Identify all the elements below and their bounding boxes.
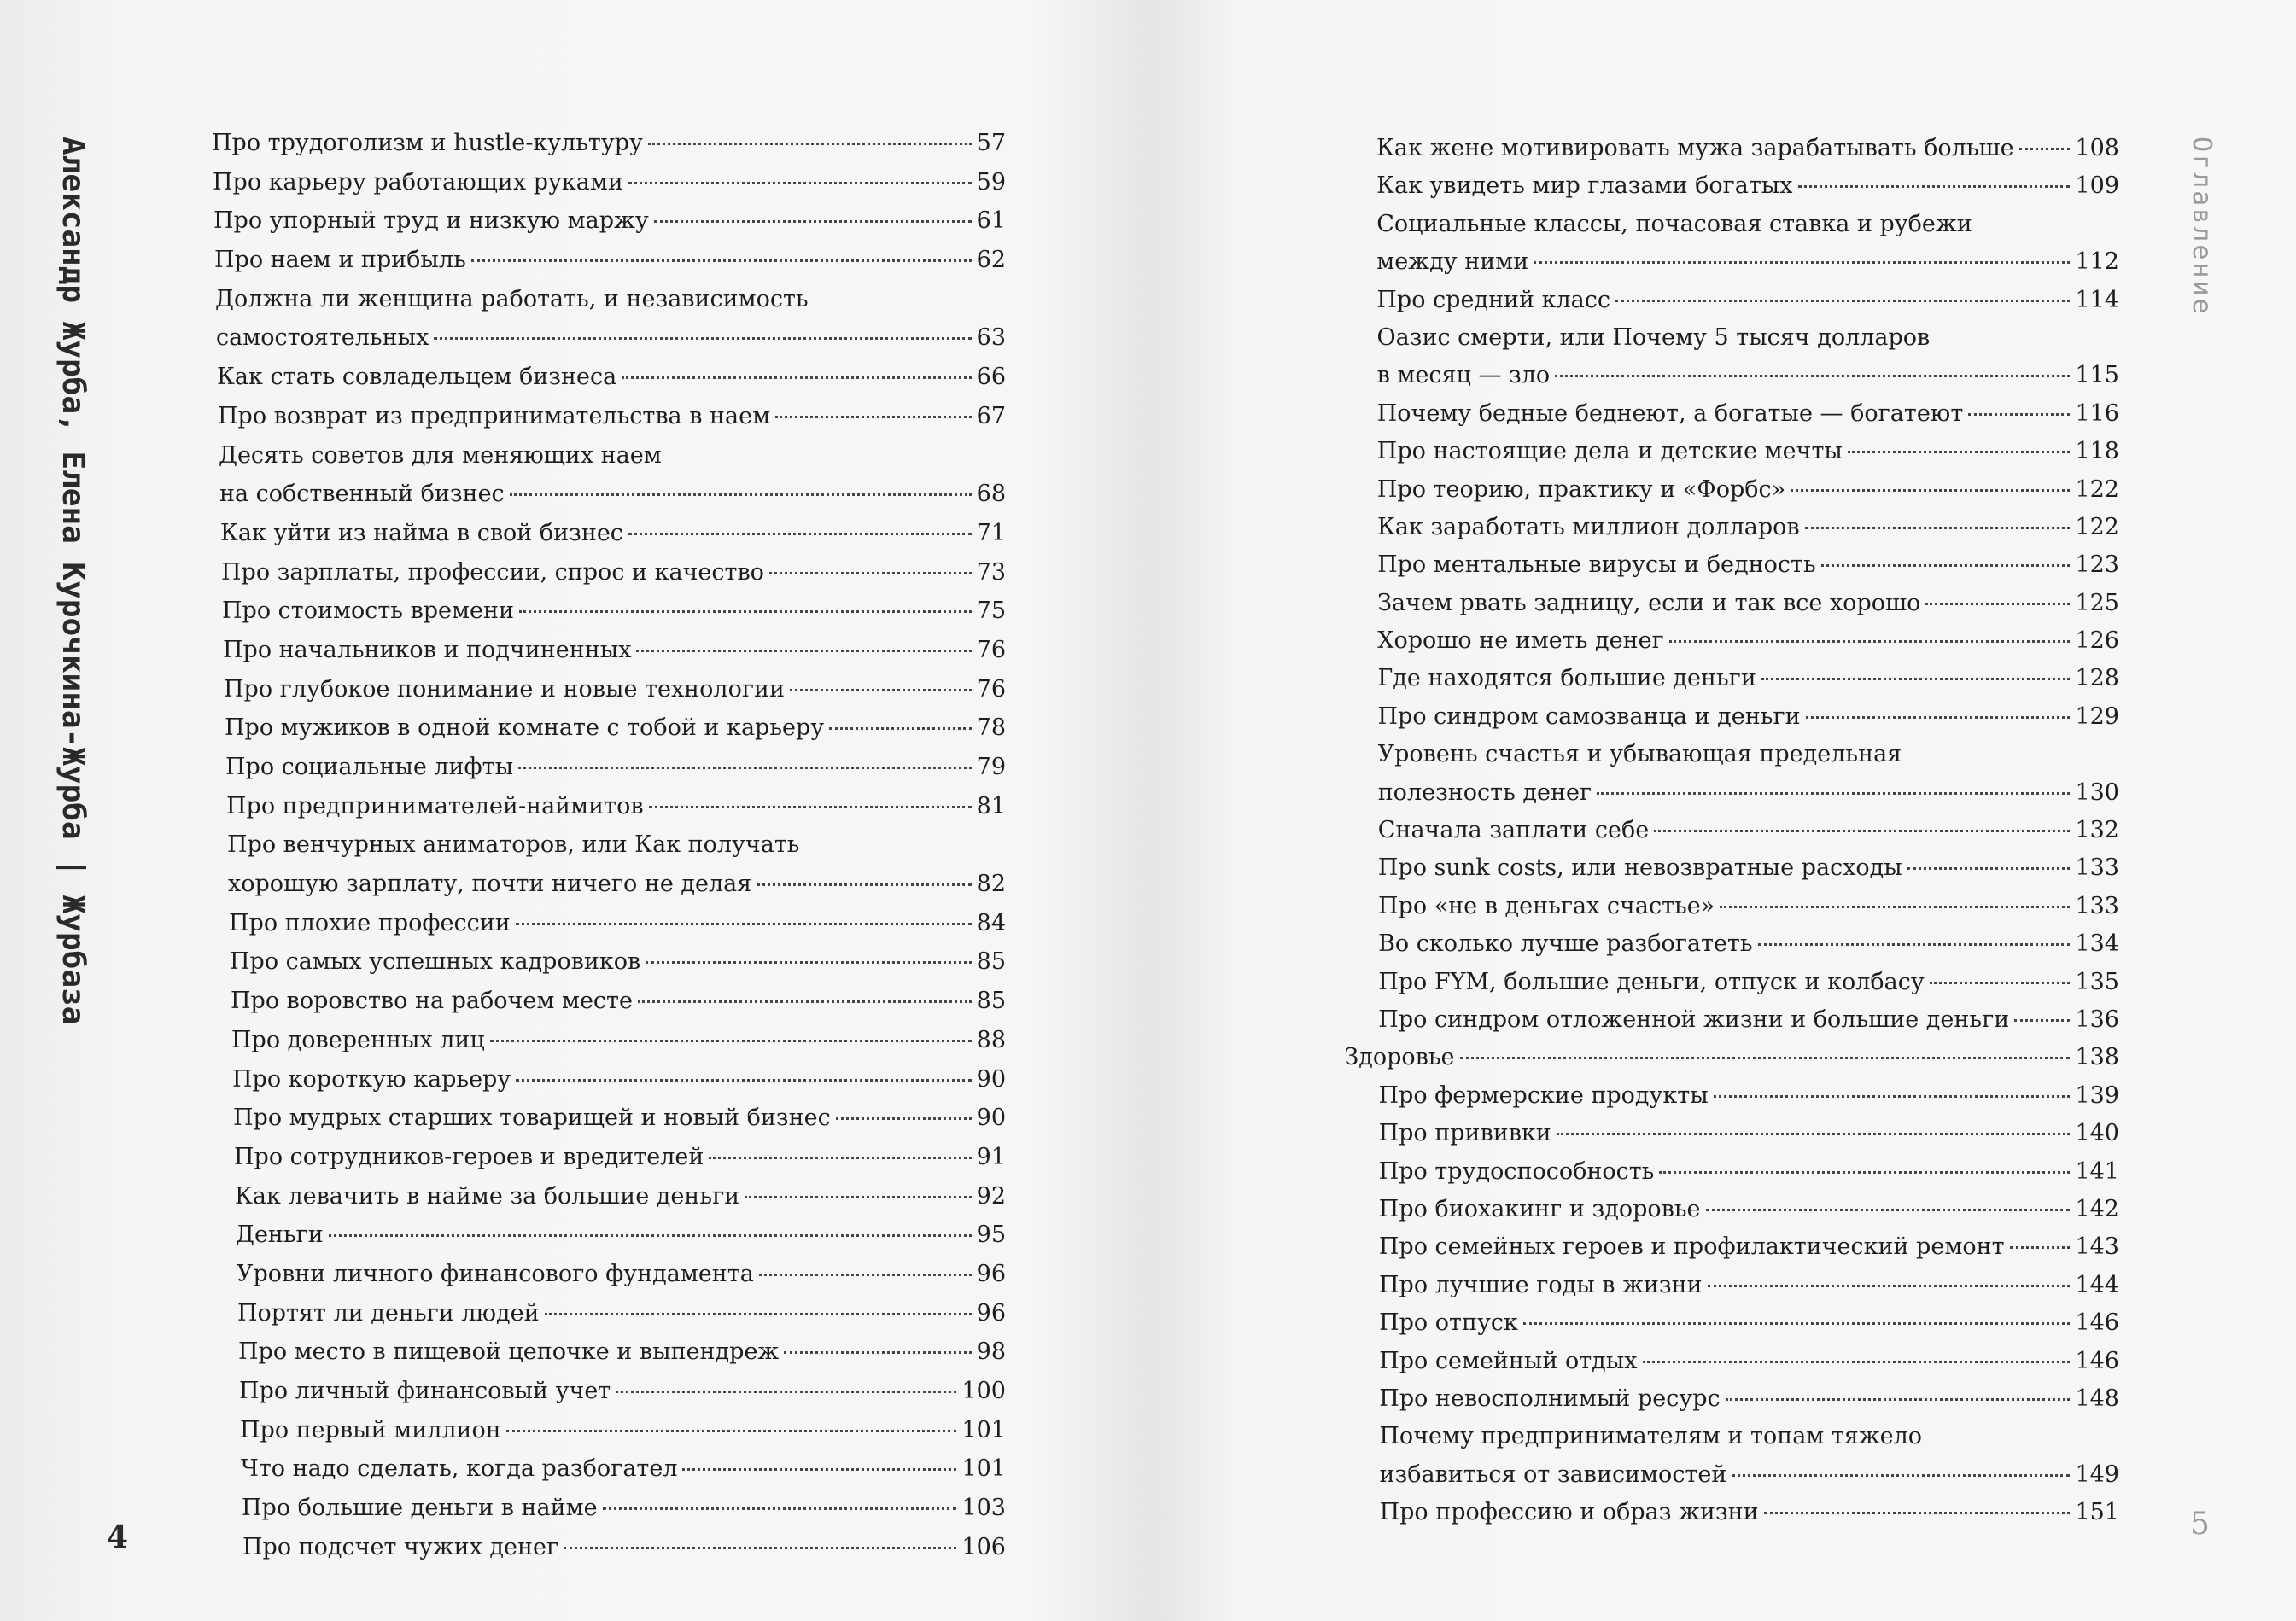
dot-leader	[518, 767, 972, 769]
toc-entry-title: Про доверенных лиц	[231, 1026, 485, 1053]
toc-entry	[212, 1417, 1006, 1456]
dot-leader	[510, 493, 972, 496]
toc-entry	[1342, 1120, 2119, 1157]
toc-entry-title: Должна ли женщина работать, и независимость	[215, 285, 809, 312]
dot-leader	[329, 1234, 972, 1237]
dot-leader	[1848, 451, 2071, 453]
toc-entry	[1342, 287, 2119, 324]
toc-entry	[1342, 514, 2119, 551]
dot-leader	[545, 1313, 972, 1315]
toc-entry	[212, 637, 1006, 676]
dot-leader	[1523, 1322, 2071, 1325]
dot-leader	[519, 610, 972, 613]
dot-leader	[564, 1547, 956, 1549]
right-page	[1148, 0, 2296, 1621]
toc-entry-title: Хорошо не иметь денег	[1377, 627, 1664, 655]
toc-entry-title: Здоровье	[1344, 1044, 1455, 1071]
toc-entry	[1342, 703, 2119, 741]
dot-leader	[836, 1117, 972, 1120]
toc-entry	[212, 1144, 1006, 1183]
dot-leader	[757, 883, 971, 886]
toc-entry	[212, 831, 1006, 909]
toc-entry	[212, 676, 1006, 715]
toc-page-number: 90	[976, 1065, 1006, 1093]
toc-list-right	[1342, 135, 2119, 1536]
toc-section	[212, 1222, 1006, 1261]
dot-leader	[769, 572, 972, 574]
dot-leader	[1806, 716, 2071, 719]
toc-page-number: 112	[2075, 248, 2119, 276]
toc-page-number: 63	[976, 324, 1006, 352]
toc-entry	[1342, 1309, 2119, 1347]
dot-leader	[490, 1040, 972, 1042]
dot-leader	[638, 1000, 972, 1003]
dot-leader	[1708, 1285, 2071, 1287]
toc-page-number: 130	[2075, 778, 2119, 806]
toc-entry-title: Про мудрых старших товарищей и новый бизнес	[233, 1105, 831, 1132]
toc-page-number: 142	[2075, 1195, 2119, 1222]
toc-entry-title: Про возврат из предпринимательства в наем	[218, 402, 771, 429]
dot-leader	[1659, 1171, 2070, 1174]
dot-leader	[1907, 867, 2071, 870]
toc-entry-title: Про трудоголизм и hustle-культуру	[212, 130, 643, 156]
toc-entry	[1342, 1499, 2119, 1536]
dot-leader	[1821, 564, 2071, 567]
toc-entry-title: Уровень счастья и убывающая предельная	[1377, 741, 1902, 768]
toc-page-number: 57	[976, 130, 1006, 156]
toc-page-number: 90	[976, 1105, 1006, 1132]
toc-page-number: 114	[2075, 286, 2119, 313]
toc-entry-title: Как стать совладельцем бизнеса	[217, 364, 617, 391]
dot-leader	[1555, 375, 2070, 377]
toc-page-number: 144	[2075, 1271, 2119, 1298]
toc-entry-title: Как левачить в найме за большие деньги	[235, 1182, 740, 1210]
toc-page-number: 76	[976, 675, 1006, 703]
toc-page-number: 133	[2075, 854, 2119, 882]
dot-leader	[1925, 603, 2070, 605]
dot-leader	[1714, 1095, 2071, 1098]
dot-leader	[1643, 1361, 2071, 1363]
dot-leader	[646, 961, 971, 964]
toc-page-number: 75	[976, 598, 1006, 625]
toc-page-number: 143	[2075, 1233, 2119, 1261]
toc-entry	[212, 988, 1006, 1027]
toc-entry-title: Где находятся большие деньги	[1377, 665, 1756, 692]
dot-leader	[1460, 1057, 2071, 1059]
toc-entry	[212, 364, 1006, 403]
toc-page-number: 132	[2075, 817, 2119, 844]
toc-page-number: 62	[976, 247, 1006, 274]
toc-entry-title: Про невосполнимый ресурс	[1379, 1385, 1721, 1412]
toc-page-number: 146	[2075, 1309, 2119, 1337]
toc-entry-title: Про личный финансовый учет	[239, 1378, 611, 1404]
dot-leader	[1597, 792, 2070, 795]
toc-entry-title: Про биохакинг и здоровье	[1378, 1195, 1701, 1222]
toc-entry	[1342, 854, 2119, 892]
toc-list-left	[212, 130, 1006, 1572]
toc-entry	[212, 1183, 1006, 1222]
dot-leader	[1534, 261, 2070, 264]
toc-page-number: 95	[976, 1222, 1006, 1249]
page-number: 5	[2190, 1507, 2210, 1542]
toc-page-number: 151	[2075, 1499, 2119, 1526]
toc-page-number: 96	[976, 1299, 1006, 1327]
toc-page-number: 118	[2075, 438, 2119, 465]
section-running-head: Оглавление	[2187, 137, 2217, 317]
toc-entry	[1342, 817, 2119, 854]
dot-leader	[1805, 527, 2071, 529]
toc-entry-title: Что надо сделать, когда разбогател	[241, 1455, 678, 1483]
toc-entry	[1342, 400, 2119, 438]
toc-page-number: 76	[976, 636, 1006, 663]
toc-page-number: 103	[961, 1495, 1006, 1522]
dot-leader	[649, 806, 972, 808]
toc-entry-title: Про сотрудников-героев и вредителей	[234, 1143, 704, 1170]
dot-leader	[1726, 1398, 2071, 1401]
toc-page-number: 125	[2075, 589, 2119, 616]
toc-entry-title: Про синдром самозванца и деньги	[1377, 703, 1801, 730]
toc-entry-title: Про фермерские продукты	[1378, 1082, 1709, 1109]
toc-entry-title: на собственный бизнес	[219, 481, 505, 508]
toc-entry-title: Про короткую карьеру	[232, 1065, 511, 1093]
dot-leader	[1968, 413, 2070, 416]
dot-leader	[1791, 489, 2070, 492]
toc-entry-title: Про отпуск	[1379, 1309, 1518, 1337]
toc-page-number: 79	[976, 754, 1006, 780]
toc-page-number: 100	[961, 1378, 1006, 1404]
toc-page-number: 133	[2075, 892, 2119, 919]
toc-entry-title: Про FYM, большие деньги, отпуск и колбасу	[1378, 968, 1925, 995]
dot-leader	[471, 259, 972, 262]
toc-page-number: 115	[2075, 362, 2119, 389]
toc-entry-title: Про большие деньги в найме	[242, 1495, 598, 1522]
toc-entry-title: Про социальные лифты	[225, 754, 514, 780]
toc-entry-title: Про предпринимателей-наймитов	[226, 792, 644, 819]
toc-entry	[212, 1027, 1006, 1066]
toc-entry-title: Про самых успешных кадровиков	[230, 948, 641, 976]
toc-page-number: 128	[2075, 665, 2119, 692]
toc-page-number: 59	[976, 168, 1006, 195]
toc-entry	[1342, 324, 2119, 400]
toc-entry	[1342, 590, 2119, 627]
toc-entry-title: Про упорный труд и низкую маржу	[213, 207, 649, 235]
toc-entry	[212, 1455, 1006, 1495]
dot-leader	[636, 650, 971, 652]
dot-leader	[1930, 982, 2071, 984]
dot-leader	[622, 376, 971, 379]
toc-entry	[1342, 627, 2119, 665]
toc-entry-title: Сначала заплати себе	[1377, 817, 1650, 844]
dot-leader	[628, 533, 972, 535]
toc-entry-title: Про средний класс	[1376, 286, 1611, 313]
toc-entry-title: хорошую зарплату, почти ничего не делая	[228, 871, 752, 898]
toc-entry	[212, 247, 1006, 286]
dot-leader	[1557, 1133, 2071, 1135]
toc-entry	[212, 1338, 1006, 1378]
dot-leader	[1732, 1474, 2070, 1477]
toc-entry	[212, 1534, 1006, 1573]
dot-leader	[759, 1274, 972, 1276]
dot-leader	[1669, 640, 2071, 643]
toc-entry	[212, 559, 1006, 598]
author-title-running-head: Александр Журба, Елена Курочкина-Журба | Журбаза	[56, 137, 91, 1025]
toc-page-number: 129	[2075, 703, 2119, 730]
dot-leader	[1758, 943, 2071, 946]
toc-entry-title: Про профессию и образ жизни	[1379, 1499, 1759, 1526]
dot-leader	[603, 1507, 957, 1510]
toc-entry-title: Про семейный отдых	[1379, 1347, 1638, 1374]
toc-section	[1342, 1044, 2119, 1082]
toc-entry	[212, 948, 1006, 988]
dot-leader	[829, 727, 971, 730]
toc-entry	[1342, 1196, 2119, 1233]
toc-page-number: 78	[976, 714, 1006, 742]
toc-entry-title: Почему предпринимателям и топам тяжело	[1379, 1423, 1923, 1450]
dot-leader	[745, 1196, 971, 1198]
toc-entry	[212, 1300, 1006, 1339]
toc-entry-title: Как жене мотивировать мужа зарабатывать больше	[1376, 135, 2014, 161]
toc-page-number: 81	[976, 792, 1006, 819]
dot-leader	[516, 1079, 971, 1082]
toc-page-number: 101	[961, 1416, 1006, 1443]
toc-entry-title: Про «не в деньгах счастье»	[1378, 892, 1715, 919]
toc-entry	[1342, 172, 2119, 210]
toc-entry-title: Как заработать миллион долларов	[1377, 513, 1800, 540]
toc-entry-title: Про место в пищевой цепочке и выпендреж	[238, 1338, 780, 1366]
toc-page-number: 61	[976, 207, 1006, 235]
toc-entry	[1342, 1158, 2119, 1196]
toc-page-number: 123	[2075, 551, 2119, 579]
toc-page-number: 85	[976, 948, 1006, 976]
toc-entry-title: Как увидеть мир глазами богатых	[1376, 172, 1793, 200]
toc-page-number: 146	[2075, 1347, 2119, 1374]
dot-leader	[628, 182, 972, 184]
toc-entry	[1342, 893, 2119, 930]
dot-leader	[682, 1468, 956, 1471]
toc-entry-title: Про синдром отложенной жизни и большие деньги	[1378, 1006, 2010, 1033]
toc-page-number: 73	[976, 558, 1006, 586]
toc-entry-title: Про стоимость времени	[222, 598, 515, 625]
toc-entry-title: избавиться от зависимостей	[1379, 1461, 1727, 1488]
toc-page-number: 126	[2075, 627, 2119, 655]
toc-entry-title: Про плохие профессии	[229, 909, 511, 936]
toc-page-number: 109	[2075, 172, 2119, 200]
toc-page-number: 67	[976, 402, 1006, 429]
toc-entry	[212, 1495, 1006, 1534]
toc-entry-title: Почему бедные беднеют, а богатые — богатеют	[1376, 399, 1964, 427]
dot-leader	[1764, 1512, 2071, 1514]
dot-leader	[506, 1430, 957, 1432]
toc-entry-title: Про начальников и подчиненных	[223, 636, 632, 663]
toc-entry-title: Про венчурных аниматоров, или Как получать	[227, 831, 800, 859]
toc-entry-title: Деньги	[236, 1222, 324, 1249]
toc-page-number: 134	[2075, 930, 2119, 958]
toc-entry	[212, 130, 1006, 169]
toc-entry	[212, 754, 1006, 793]
dot-leader	[434, 337, 971, 340]
toc-entry	[212, 403, 1006, 442]
toc-entry-title: Про теорию, практику и «Форбс»	[1376, 475, 1786, 503]
toc-page-number: 108	[2075, 135, 2119, 161]
toc-entry	[1342, 1423, 2119, 1499]
toc-entry-title: самостоятельных	[216, 324, 429, 352]
toc-page-number: 141	[2075, 1157, 2119, 1185]
toc-page-number: 106	[961, 1533, 1006, 1560]
toc-entry	[1342, 1385, 2119, 1423]
toc-page-number: 122	[2075, 513, 2119, 540]
toc-entry	[212, 910, 1006, 949]
toc-entry	[212, 598, 1006, 637]
toc-entry	[212, 207, 1006, 247]
toc-entry-title: Про первый миллион	[240, 1416, 501, 1443]
toc-page-number: 91	[976, 1143, 1006, 1170]
toc-page-number: 136	[2075, 1006, 2119, 1033]
toc-entry	[212, 1378, 1006, 1417]
toc-entry	[1342, 211, 2119, 287]
toc-entry	[212, 714, 1006, 754]
toc-entry	[212, 169, 1006, 208]
toc-entry	[1342, 438, 2119, 475]
toc-page-number: 140	[2075, 1120, 2119, 1147]
toc-entry	[1342, 1348, 2119, 1385]
dot-leader	[775, 416, 972, 418]
page-number: 4	[107, 1519, 129, 1555]
toc-entry-title: Про воровство на рабочем месте	[231, 988, 633, 1015]
dot-leader	[1615, 300, 2070, 302]
dot-leader	[1761, 678, 2071, 680]
toc-entry-title: между ними	[1376, 248, 1529, 276]
dot-leader	[1706, 1209, 2071, 1211]
toc-entry-title: Уровни личного финансового фундамента	[237, 1260, 754, 1287]
dot-leader	[790, 689, 972, 691]
toc-entry-title: Про наем и прибыль	[214, 247, 466, 274]
toc-page-number: 138	[2075, 1044, 2119, 1071]
toc-entry-title: Про зарплаты, профессии, спрос и качество	[221, 558, 764, 586]
toc-entry	[212, 286, 1006, 364]
toc-entry	[1342, 741, 2119, 817]
dot-leader	[1654, 830, 2070, 832]
toc-entry-title: Десять советов для меняющих наем	[219, 441, 662, 469]
toc-entry	[1342, 665, 2119, 703]
toc-entry	[212, 442, 1006, 520]
toc-page-number: 82	[976, 871, 1006, 898]
toc-entry	[1342, 1006, 2119, 1044]
toc-entry	[212, 520, 1006, 559]
toc-page-number: 116	[2075, 399, 2119, 427]
toc-page-number: 71	[976, 519, 1006, 546]
toc-entry	[1342, 1272, 2119, 1309]
toc-entry	[1342, 1233, 2119, 1271]
toc-page-number: 96	[976, 1260, 1006, 1287]
toc-entry-title: Про прививки	[1378, 1120, 1551, 1147]
toc-entry-title: Про карьеру работающих руками	[213, 168, 623, 195]
toc-entry-title: Портят ли деньги людей	[237, 1299, 540, 1327]
toc-page-number: 88	[976, 1026, 1006, 1053]
toc-page-number: 66	[976, 364, 1006, 391]
toc-entry	[1342, 969, 2119, 1006]
toc-page-number: 122	[2075, 475, 2119, 503]
toc-entry-title: Зачем рвать задницу, если и так все хорошо	[1377, 589, 1921, 616]
toc-entry-title: Про ментальные вирусы и бедность	[1377, 551, 1816, 579]
toc-entry-title: Про мужиков в одной комнате с тобой и карьеру	[225, 714, 825, 742]
dot-leader	[1720, 906, 2070, 908]
toc-entry	[1342, 1082, 2119, 1120]
toc-entry-title: полезность денег	[1377, 778, 1592, 806]
toc-entry-title: Про sunk costs, или невозвратные расходы	[1377, 854, 1902, 882]
toc-entry-title: Про трудоспособность	[1378, 1157, 1655, 1185]
toc-entry	[212, 1261, 1006, 1300]
toc-entry-title: Оазис смерти, или Почему 5 тысяч долларов	[1376, 324, 1931, 351]
toc-page-number: 84	[976, 909, 1006, 936]
dot-leader	[784, 1351, 971, 1354]
toc-entry-title: Про глубокое понимание и новые технологии	[224, 675, 785, 703]
dot-leader	[516, 923, 972, 925]
toc-entry	[1342, 551, 2119, 589]
toc-entry	[1342, 930, 2119, 968]
toc-entry	[1342, 476, 2119, 514]
toc-entry-title: в месяц — зло	[1376, 362, 1551, 389]
toc-entry-title: Как уйти из найма в свой бизнес	[220, 519, 623, 546]
toc-entry-title: Про семейных героев и профилактический ремонт	[1378, 1233, 2005, 1261]
dot-leader	[2014, 1019, 2070, 1022]
toc-page-number: 148	[2075, 1385, 2119, 1412]
toc-page-number: 98	[976, 1338, 1006, 1366]
toc-page-number: 101	[961, 1455, 1006, 1483]
dot-leader	[648, 143, 972, 145]
dot-leader	[616, 1391, 956, 1393]
toc-page-number: 135	[2075, 968, 2119, 995]
dot-leader	[1798, 185, 2071, 188]
toc-entry-title: Про лучшие годы в жизни	[1379, 1271, 1703, 1298]
toc-page-number: 68	[976, 481, 1006, 508]
dot-leader	[2010, 1246, 2071, 1249]
toc-entry	[212, 1105, 1006, 1144]
dot-leader	[2019, 148, 2071, 150]
toc-entry	[212, 793, 1006, 832]
toc-page-number: 149	[2075, 1461, 2119, 1488]
toc-entry-title: Во сколько лучше разбогатеть	[1378, 930, 1753, 958]
toc-entry-title: Про подсчет чужих денег	[242, 1533, 559, 1560]
dot-leader	[654, 220, 972, 223]
dot-leader	[709, 1157, 971, 1159]
toc-page-number: 92	[976, 1182, 1006, 1210]
toc-page-number: 139	[2075, 1082, 2119, 1109]
toc-entry	[1342, 135, 2119, 172]
toc-page-number: 85	[976, 988, 1006, 1015]
toc-entry-title: Про настоящие дела и детские мечты	[1376, 438, 1843, 465]
toc-entry-title: Социальные классы, почасовая ставка и рубежи	[1376, 210, 1972, 237]
toc-entry	[212, 1066, 1006, 1105]
